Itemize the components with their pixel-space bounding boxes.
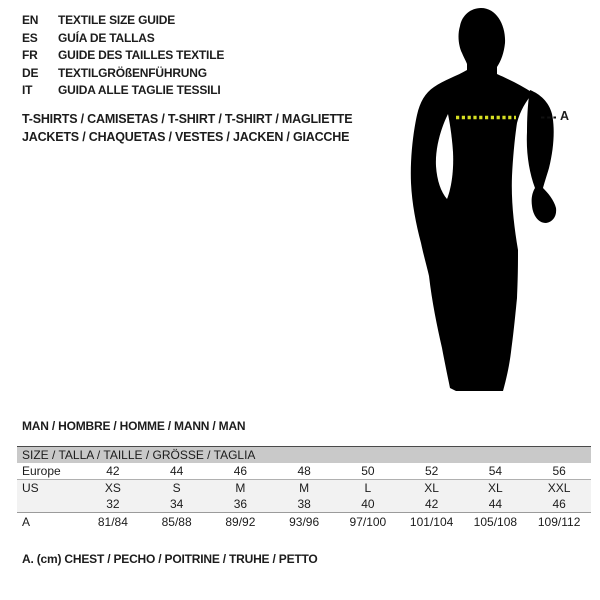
table-row-us <box>17 480 591 496</box>
silhouette-body <box>411 8 533 391</box>
size-cell: 34 <box>169 497 184 511</box>
size-cell: 85/88 <box>161 515 192 529</box>
row-label <box>17 496 81 512</box>
category-jackets: JACKETS / CHAQUETAS / VESTES / JACKEN / GIACCHE <box>22 130 350 144</box>
language-code: ES <box>22 30 38 45</box>
size-cell: XXL <box>547 481 571 495</box>
size-cell: 38 <box>297 497 311 511</box>
size-cell: 44 <box>169 464 184 478</box>
language-code: IT <box>22 83 33 98</box>
size-cell: S <box>172 481 181 495</box>
language-code: DE <box>22 65 39 80</box>
language-row <box>22 12 224 30</box>
size-cell: 46 <box>552 497 566 511</box>
size-cell: 44 <box>488 497 503 511</box>
size-table <box>17 446 591 531</box>
size-cell: 40 <box>361 497 375 511</box>
size-table-header: SIZE / TALLA / TAILLE / GRÖSSE / TAGLIA <box>17 447 591 463</box>
table-row-europe <box>17 463 591 480</box>
row-label: US <box>22 481 39 495</box>
table-row-numeric <box>17 496 591 513</box>
size-cell: 81/84 <box>97 515 128 529</box>
size-cell: L <box>364 481 372 495</box>
size-cell: 48 <box>297 464 311 478</box>
language-row <box>22 47 224 65</box>
size-cell: 42 <box>424 497 439 511</box>
category-tshirts: T-SHIRTS / CAMISETAS / T-SHIRT / T-SHIRT / MAGLIETTE <box>22 112 353 126</box>
language-code: FR <box>22 48 38 63</box>
table-row-chest-a <box>17 513 591 531</box>
language-label: GUIDE DES TAILLES TEXTILE <box>58 48 225 63</box>
silhouette-right-arm <box>527 90 556 223</box>
language-row <box>22 82 224 100</box>
language-label: GUÍA DE TALLAS <box>58 30 155 45</box>
size-cell: 97/100 <box>349 515 387 529</box>
size-cell: 54 <box>488 464 503 478</box>
row-label: A <box>22 515 31 529</box>
language-list <box>22 12 224 100</box>
size-cell: 50 <box>361 464 375 478</box>
language-code: EN <box>22 13 39 27</box>
armpit-gap <box>436 114 453 199</box>
language-row <box>22 65 224 83</box>
size-cell: XS <box>104 481 121 495</box>
size-cell: 46 <box>233 464 248 478</box>
size-cell: 89/92 <box>225 515 256 529</box>
size-cell: M <box>299 481 310 495</box>
category-list <box>22 110 352 146</box>
size-cell: 52 <box>424 464 439 478</box>
size-cell: 32 <box>106 497 120 511</box>
size-cell: 101/104 <box>409 515 454 529</box>
language-label: TEXTILGRÖßENFÜHRUNG <box>58 65 207 80</box>
row-label: Europe <box>22 464 61 478</box>
section-title-man: MAN / HOMBRE / HOMME / MANN / MAN <box>22 419 246 433</box>
measure-label-a: A <box>560 109 570 123</box>
language-label: TEXTILE SIZE GUIDE <box>58 13 176 27</box>
size-cell: 109/112 <box>537 515 581 529</box>
size-cell: 42 <box>106 464 120 478</box>
size-cell: 56 <box>552 464 566 478</box>
size-cell: 36 <box>233 497 248 511</box>
size-cell: M <box>235 481 246 495</box>
language-row <box>22 30 224 48</box>
size-cell: XL <box>488 481 503 495</box>
size-cell: XL <box>424 481 439 495</box>
size-cell: 105/108 <box>473 515 518 529</box>
language-label: GUIDA ALLE TAGLIE TESSILI <box>58 83 221 98</box>
size-cell: 93/96 <box>289 515 320 529</box>
footnote-chest: A. (cm) CHEST / PECHO / POITRINE / TRUHE / PETTO <box>22 552 318 566</box>
